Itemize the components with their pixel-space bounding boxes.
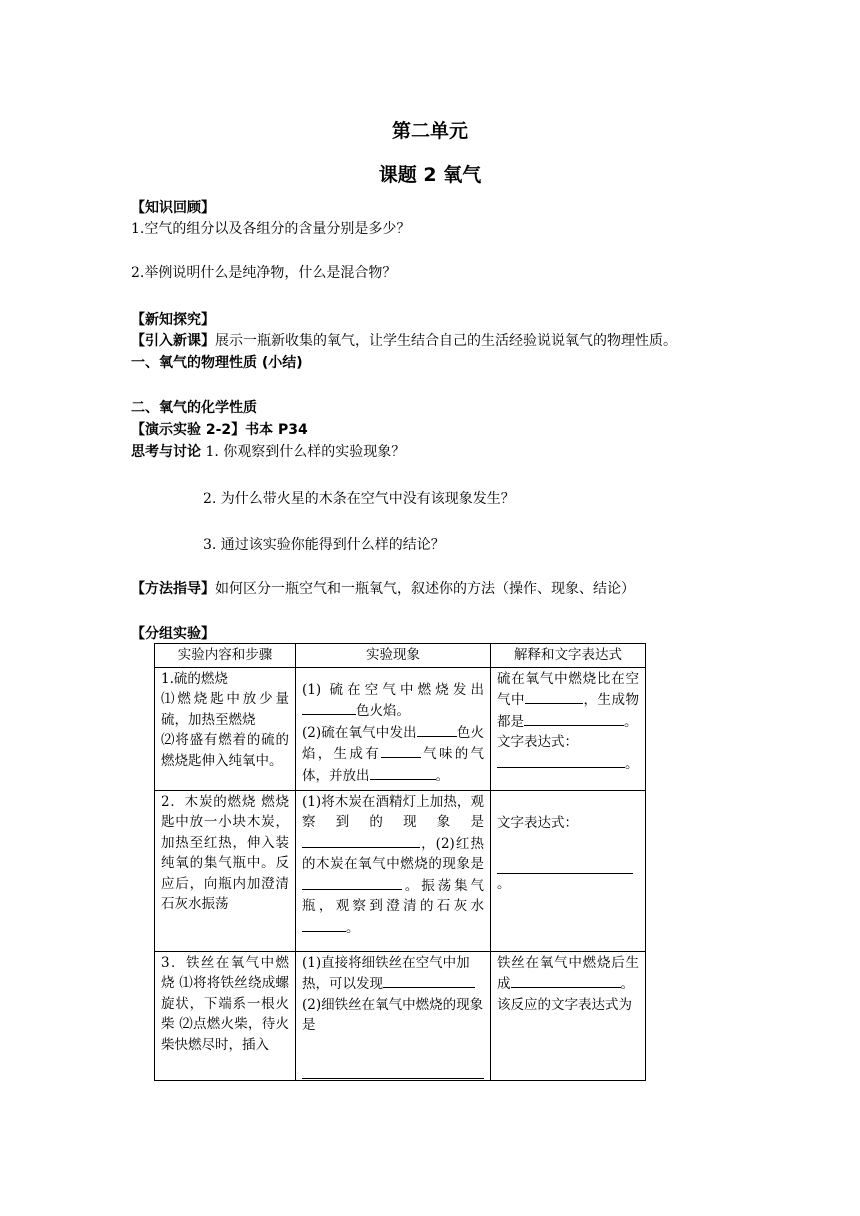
blank-field[interactable] <box>370 765 436 780</box>
sulfur-phen-text-b: 色火焰。 <box>356 703 410 719</box>
blank-field[interactable] <box>302 700 356 715</box>
iron-phen-text-a: (1)直接将细铁丝在空气中加热，可以发现 <box>302 954 470 992</box>
table-row <box>155 790 646 951</box>
sulfur-step-title: 1.硫的燃烧 <box>161 670 228 687</box>
method-guide-line <box>131 579 635 599</box>
review-heading: 【知识回顾】 <box>131 200 215 216</box>
blank-field[interactable] <box>497 753 625 768</box>
charcoal-steps-cell: 2．木炭的燃烧 燃烧匙中放一小块木炭，加热至红热，伸入装纯氧的集气瓶中。反应后，向瓶内加澄清石灰水振荡 <box>155 790 296 951</box>
sulfur-steps-cell <box>155 667 296 790</box>
charcoal-formula-end: 。 <box>497 876 511 892</box>
lesson-title: 课题 2 氧气 <box>378 164 482 186</box>
header-phenomena: 实验现象 <box>296 644 491 668</box>
sulfur-step-2: ⑵将盛有燃着的硫的燃烧匙伸入纯氧中。 <box>161 732 289 769</box>
intro-text: 展示一瓶新收集的氧气，让学生结合自己的生活经验说说氧气的物理性质。 <box>215 333 677 349</box>
blank-field[interactable] <box>417 722 457 737</box>
iron-phen-blank[interactable] <box>302 1060 484 1079</box>
table-header-row <box>155 644 646 668</box>
method-text: 如何区分一瓶空气和一瓶氧气，叙述你的方法（操作、现象、结论） <box>215 581 635 597</box>
charcoal-explanation-cell <box>491 790 646 951</box>
iron-formula-label: 该反应的文字表达式为 <box>497 996 632 1013</box>
sulfur-phen-text-c: (2)硫在氧气中发出 <box>302 724 417 741</box>
review-question-1: 1.空气的组分以及各组分的含量分别是多少？ <box>131 221 411 237</box>
think-discuss-line <box>131 442 405 462</box>
group-experiment-heading: 【分组实验】 <box>131 626 215 642</box>
charcoal-phen-text-b: ，(2)红热的木炭在氧气中燃烧的现象是 <box>302 835 484 872</box>
demo-experiment-heading: 【演示实验 2-2】书本 P34 <box>131 422 308 438</box>
iron-phenomena-cell <box>296 951 491 1080</box>
iron-expl-text-a: 铁丝在氧气中燃烧后生成 <box>497 954 639 992</box>
section-physical-properties: 一、氧气的物理性质 (小结) <box>131 355 303 371</box>
blank-field[interactable] <box>524 711 624 726</box>
iron-phen-text-b: (2)细铁丝在氧气中燃烧的现象是 <box>302 996 484 1033</box>
sulfur-step-1: ⑴燃烧匙中放少量硫，加热至燃烧 <box>161 691 289 728</box>
blank-field[interactable] <box>511 973 621 988</box>
think-question-2: 2. 为什么带火星的木条在空气中没有该现象发生？ <box>203 491 515 507</box>
sulfur-formula-label: 文字表达式： <box>497 734 578 750</box>
blank-field[interactable] <box>525 689 583 704</box>
think-question-1: 1. 你观察到什么样的实验现象？ <box>201 444 406 460</box>
sulfur-phen-text-d: 色火焰，生成有 <box>302 724 485 762</box>
charcoal-formula-blank[interactable] <box>497 855 633 874</box>
blank-field[interactable] <box>302 917 346 932</box>
table-row <box>155 951 646 1080</box>
charcoal-phen-text-c: 。振荡集气瓶，观察到澄清的石灰水 <box>302 877 484 914</box>
blank-field[interactable] <box>302 833 420 848</box>
sulfur-expl-text-a: 硫在氧气中燃烧比在空气中 <box>497 670 639 708</box>
table-row <box>155 667 646 790</box>
experiment-table <box>154 643 646 1081</box>
review-question-2: 2.举例说明什么是纯净物，什么是混合物？ <box>131 265 397 281</box>
blank-field[interactable] <box>381 743 421 758</box>
charcoal-formula-label: 文字表达式： <box>497 814 578 831</box>
intro-label: 【引入新课】 <box>131 333 215 349</box>
sulfur-phen-text-e: 气味的气体，并放出 <box>302 746 485 784</box>
think-label: 思考与讨论 <box>131 444 201 460</box>
sulfur-explanation-cell <box>491 667 646 790</box>
iron-expl-text-b: 。 <box>620 976 634 992</box>
unit-title: 第二单元 <box>391 120 468 142</box>
intro-paragraph <box>131 331 677 351</box>
sulfur-formula-end: 。 <box>625 755 639 772</box>
section-chemical-properties: 二、氧气的化学性质 <box>131 400 257 416</box>
blank-field[interactable] <box>383 973 475 988</box>
iron-explanation-cell <box>491 951 646 1080</box>
sulfur-phen-text-a: (1) 硫在空气中燃烧发出 <box>302 681 484 698</box>
sulfur-formula-line <box>497 753 639 775</box>
think-question-3: 3. 通过该实验你能得到什么样的结论？ <box>203 537 445 553</box>
charcoal-phen-text-d: 。 <box>346 919 360 936</box>
explore-heading: 【新知探究】 <box>131 312 215 328</box>
sulfur-phen-text-f: 。 <box>435 767 449 784</box>
header-steps: 实验内容和步骤 <box>155 644 296 668</box>
method-label: 【方法指导】 <box>131 581 215 597</box>
iron-steps-cell: 3．铁丝在氧气中燃烧 ⑴将将铁丝绕成螺旋状，下端系一根火柴 ⑵点燃火柴，待火柴快燃尽时，插入 <box>155 951 296 1080</box>
sulfur-expl-text-c: 。 <box>624 713 638 730</box>
charcoal-phen-text-a: (1)将木炭在酒精灯上加热，观察到的现象是 <box>302 793 484 830</box>
sulfur-expl-text-b: ，生成物都是 <box>497 692 639 730</box>
header-explanation: 解释和文字表达式 <box>491 644 646 668</box>
blank-field[interactable] <box>302 875 402 890</box>
sulfur-phenomena-cell <box>296 667 491 790</box>
charcoal-phenomena-cell <box>296 790 491 951</box>
